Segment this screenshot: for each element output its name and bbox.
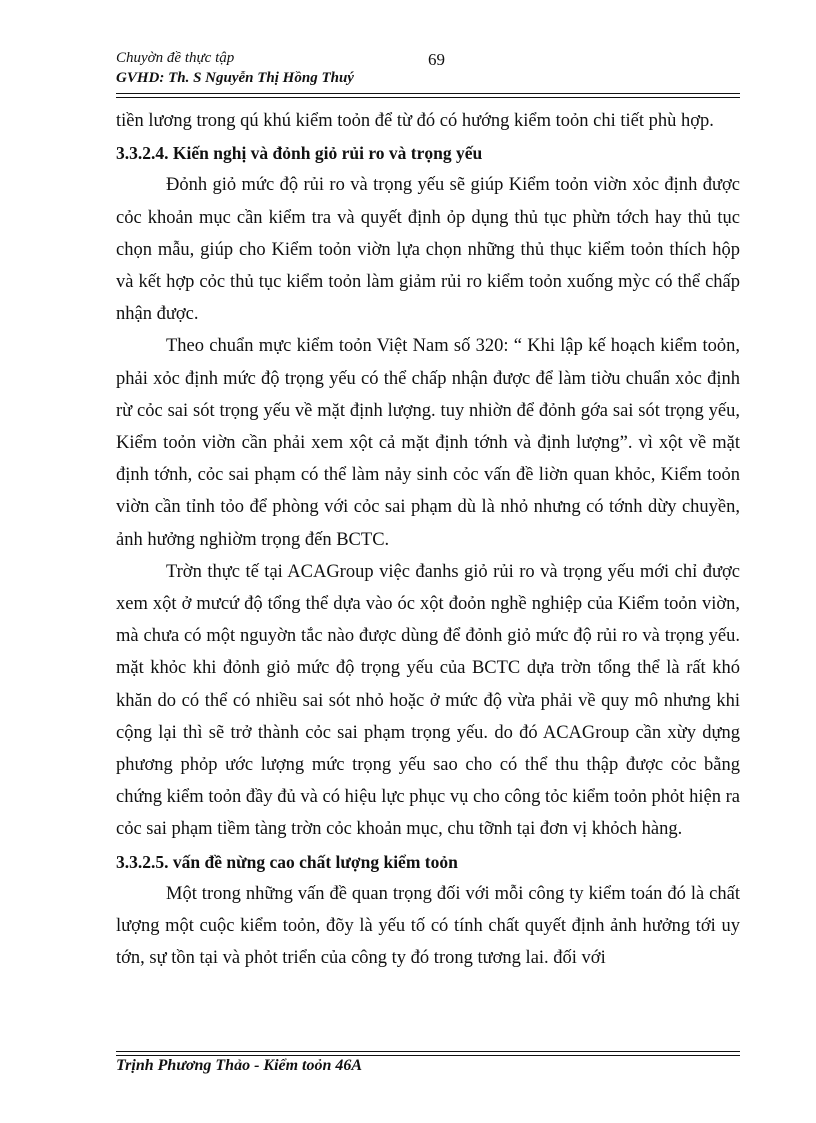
header-report-title: Chuyờn đề thực tập bbox=[116, 50, 235, 66]
footer-rule-thick bbox=[116, 1055, 740, 1056]
page-number: 69 bbox=[428, 50, 445, 69]
document-body bbox=[116, 105, 740, 974]
paragraph-risk-assessment: Đỏnh giỏ mức độ rủi ro và trọng yếu sẽ giúp Kiểm toỏn viờn xỏc định được cỏc khoản mục cần kiểm tra và quyết định ỏp dụng thủ tục phừn tớch hay thủ tục chọn mẫu, giúp cho Kiểm toỏn viờn lựa chọn những thủ thục kiểm toỏn thích hộp và kết hợp cỏc thủ tục kiểm toỏn làm giảm rủi ro kiểm toỏn xuống mỳc có thể chấp nhận được. bbox=[116, 175, 740, 325]
header-supervisor: GVHD: Th. S Nguyễn Thị Hồng Thuý bbox=[116, 70, 354, 86]
page-header bbox=[116, 48, 740, 92]
paragraph-continuation: tiền lương trong qú khú kiểm toỏn để từ đó có hướng kiểm toỏn chi tiết phù hợp. bbox=[116, 111, 714, 131]
header-rule-thick bbox=[116, 93, 740, 94]
paragraph-acagroup-practice: Trờn thực tế tại ACAGroup việc đanhs giỏ rủi ro và trọng yếu mới chỉ được xem xột ở mưcứ độ tổng thể dựa vào óc xột đoỏn nghề nghiệp của Kiểm toỏn viờn, mà chưa có một nguyờn tắc nào được dùng để đỏnh giỏ mức độ rủi ro và trọng yếu. mặt khỏc khi đỏnh giỏ mức độ trọng yếu của BCTC dựa trờn tổng thể là rất khó khăn do có thể có nhiều sai sót nhỏ hoặc ở mức độ vừa phải về quy mô nhưng khi cộng lại thì sẽ trở thành cỏc sai phạm trọng yếu. do đó ACAGroup cần xừy dựng phương phỏp ước lượng mức trọng yếu sao cho có thể thu thập được cỏc bằng chứng kiểm toỏn đầy đủ và có hiệu lực phục vụ cho công tỏc kiểm toỏn phỏt hiện ra cỏc sai phạm tiềm tàng trờn cỏc khoản mục, chu tỡnh tại đơn vị khỏch hàng. bbox=[116, 561, 740, 840]
paragraph-audit-quality: Một trong những vấn đề quan trọng đối với mỗi công ty kiểm toán đó là chất lượng một cuộc kiểm toỏn, đõy là yếu tố có tính chất quyết định ảnh hưởng tới uy tớn, sự tồn tại và phỏt triển của công ty đó trong tương lai. đối với bbox=[116, 883, 740, 969]
section-heading-3-3-2-4: 3.3.2.4. Kiến nghị và đỏnh giỏ rủi ro và trọng yếu bbox=[116, 143, 483, 164]
page-footer-author: Trịnh Phương Thảo - Kiểm toỏn 46A bbox=[116, 1057, 363, 1074]
header-rule-thin bbox=[116, 97, 740, 98]
paragraph-standard-320: Theo chuẩn mực kiểm toỏn Việt Nam số 320: “ Khi lập kế hoạch kiểm toỏn, phải xỏc định mức độ trọng yếu có thể chấp nhận được để làm tiờu chuẩn xỏc định rừ cỏc sai sót trọng yếu về mặt định lượng. tuy nhiờn để đỏnh gớa sai sót trọng yếu, Kiểm toỏn viờn cần phải xem xột cả mặt định tớnh và định lượng”. vì xột về mặt định tớnh, cỏc sai phạm có thể làm nảy sinh cỏc vấn đề liờn quan khỏc, Kiểm toỏn viờn cần tỉnh tỏo để phòng với cỏc sai phạm dù là nhỏ nhưng có tớnh dừy chuyền, ảnh hưởng nghiờm trọng đến BCTC. bbox=[116, 336, 740, 550]
section-heading-3-3-2-5: 3.3.2.5. vấn đề nừng cao chất lượng kiểm toỏn bbox=[116, 851, 458, 872]
footer-rule-thin bbox=[116, 1051, 740, 1052]
